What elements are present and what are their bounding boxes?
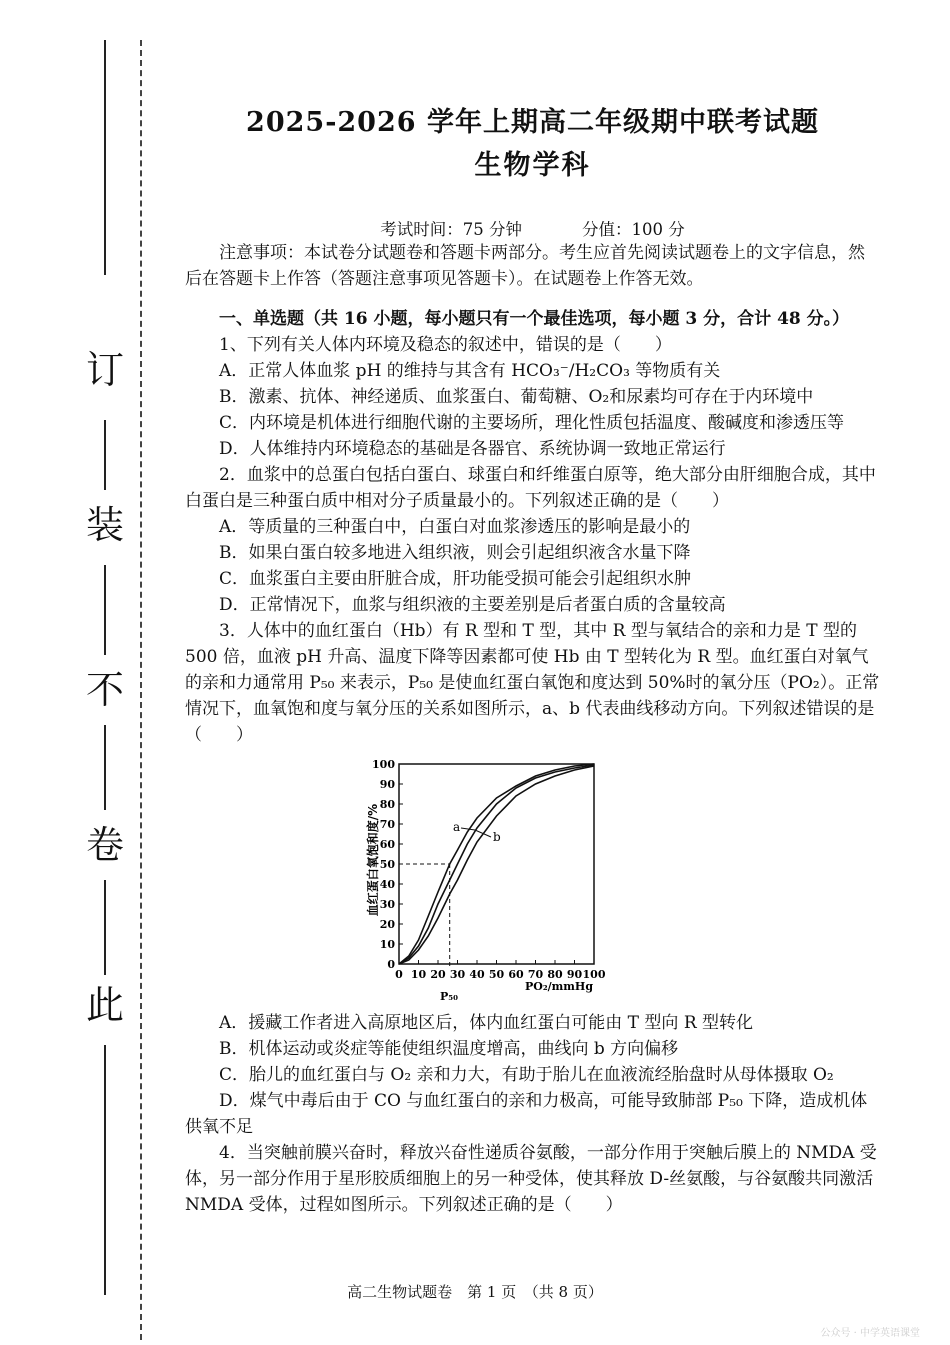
binding-line <box>104 725 106 810</box>
q2-option-c: C．血浆蛋白主要由肝脏合成，肝功能受损可能会引起组织水肿 <box>219 569 692 589</box>
x-tick-label: 30 <box>449 968 466 981</box>
q3-option-a: A．援藏工作者进入高原地区后，体内血红蛋白可能由 T 型向 R 型转化 <box>219 1013 754 1033</box>
q2-stem: 2．血浆中的总蛋白包括白蛋白、球蛋白和纤维蛋白原等，绝大部分由肝细胞合成，其中白蛋白是三种蛋白质中相对分子质量最小的。下列叙述正确的是（ ） <box>185 465 876 511</box>
x-tick-label: 70 <box>527 968 544 981</box>
q2-option-d: D．正常情况下，血浆与组织液的主要差别是后者蛋白质的含量较高 <box>219 595 726 615</box>
curve-label-b: b <box>493 830 501 844</box>
q1-option-d: D．人体维持内环境稳态的基础是各器官、系统协调一致地正常运行 <box>219 439 726 459</box>
q1-option-a: A．正常人体血浆 pH 的维持与其含有 HCO₃⁻/H₂CO₃ 等物质有关 <box>219 361 721 381</box>
x-tick-label: 40 <box>469 968 485 981</box>
y-tick-label: 60 <box>379 838 395 851</box>
exam-score: 分值：100 分 <box>582 220 685 239</box>
label-b-pointer <box>475 830 491 837</box>
exam-time: 考试时间：75 分钟 <box>380 220 522 239</box>
x-tick-label: 100 <box>582 968 606 981</box>
y-tick-label: 10 <box>379 938 395 951</box>
binding-char: 订 <box>85 348 124 392</box>
page-footer: 高二生物试题卷 第 1 页 （共 8 页） <box>347 1283 603 1301</box>
y-tick-label: 90 <box>379 778 395 791</box>
x-tick-label: 80 <box>547 968 563 981</box>
binding-margin <box>0 0 140 1345</box>
q2-option-a: A．等质量的三种蛋白中，白蛋白对血浆渗透压的影响是最小的 <box>219 517 691 537</box>
exam-meta <box>185 216 880 240</box>
watermark: 公众号 · 中学英语课堂 <box>820 1328 920 1339</box>
q1-option-b: B．激素、抗体、神经递质、血浆蛋白、葡萄糖、O₂和尿素均可存在于内环境中 <box>219 387 814 407</box>
binding-line <box>104 1045 106 1295</box>
x-axis-label: PO₂/mmHg <box>524 980 594 993</box>
q3-stem: 3．人体中的血红蛋白（Hb）有 R 型和 T 型，其中 R 型与氧结合的亲和力是 T 型的 500 倍，血液 pH 升高、温度下降等因素都可使 Hb 由 T 型转化为 R 型。血红蛋白对氧气的亲和力通常用 P₅₀ 来表示，P₅₀ 是使血红蛋白氧饱和度达到 50%时的氧分压（PO₂）。正常情况下，血氧饱和度与氧分压的关系如图所示，a、b 代表曲线移动方向。下列叙述错误的是（ ） <box>185 621 880 745</box>
p50-label: P₅₀ <box>440 990 458 1003</box>
cut-line <box>140 40 142 1340</box>
y-tick-label: 40 <box>379 878 395 891</box>
x-tick-label: 50 <box>488 968 505 981</box>
binding-char: 不 <box>85 668 124 712</box>
binding-char: 此 <box>85 983 124 1027</box>
y-tick-label: 50 <box>379 858 395 871</box>
y-tick-label: 80 <box>379 798 395 811</box>
y-axis-label: 血红蛋白氧饱和度/% <box>366 803 380 917</box>
x-tick-label: 90 <box>566 968 583 981</box>
q4-stem: 4．当突触前膜兴奋时，释放兴奋性递质谷氨酸，一部分作用于突触后膜上的 NMDA 受体，另一部分作用于星形胶质细胞上的另一种受体，使其释放 D-丝氨酸，与谷氨酸共同激活 NMDA 受体，过程如图所示。下列叙述正确的是（ ） <box>185 1143 877 1215</box>
section-heading: 一、单选题（共 16 小题，每小题只有一个最佳选项，每小题 3 分，合计 48 分。） <box>219 309 850 329</box>
y-tick-label: 70 <box>379 818 395 831</box>
q3-option-c: C．胎儿的血红蛋白与 O₂ 亲和力大，有助于胎儿在血液流经胎盘时从母体摄取 O₂ <box>219 1065 834 1085</box>
exam-content <box>185 100 880 1218</box>
q3-option-d: D．煤气中毒后由于 CO 与血红蛋白的亲和力极高，可能导致肺部 P₅₀ 下降，造成机体供氧不足 <box>185 1091 868 1137</box>
binding-line <box>104 420 106 490</box>
curve-label-a: a <box>453 820 461 834</box>
y-tick-label: 30 <box>379 898 395 911</box>
x-tick-label: 0 <box>395 968 403 981</box>
binding-char: 卷 <box>85 823 124 867</box>
q3-option-b: B．机体运动或炎症等能使组织温度增高，曲线向 b 方向偏移 <box>219 1039 679 1059</box>
q2-option-b: B．如果白蛋白较多地进入组织液，则会引起组织液含水量下降 <box>219 543 691 563</box>
subject-title: 生物学科 <box>474 150 591 181</box>
q1-option-c: C．内环境是机体进行细胞代谢的主要场所，理化性质包括温度、酸碱度和渗透压等 <box>219 413 845 433</box>
notice: 注意事项：本试卷分试题卷和答题卡两部分。考生应首先阅读试题卷上的文字信息，然后在答题卡上作答（答题注意事项见答题卡）。在试题卷上作答无效。 <box>185 243 865 289</box>
x-tick-label: 20 <box>430 968 446 981</box>
binding-line <box>104 880 106 975</box>
x-tick-label: 10 <box>410 968 427 981</box>
curve-b <box>399 766 594 964</box>
chart-axes <box>372 758 606 981</box>
exam-title: 2025-2026 学年上期高二年级期中联考试题 <box>246 107 819 138</box>
y-tick-label: 20 <box>379 918 395 931</box>
x-tick-label: 60 <box>508 968 524 981</box>
oxygen-dissociation-chart <box>347 752 607 1004</box>
chart-svg <box>347 752 607 1004</box>
binding-line <box>104 565 106 655</box>
q1-stem: 1、下列有关人体内环境及稳态的叙述中，错误的是（ ） <box>219 335 672 355</box>
binding-char: 装 <box>85 503 124 547</box>
binding-line <box>104 40 106 275</box>
y-tick-label: 100 <box>372 758 395 771</box>
y-tick-label: 0 <box>387 958 395 971</box>
